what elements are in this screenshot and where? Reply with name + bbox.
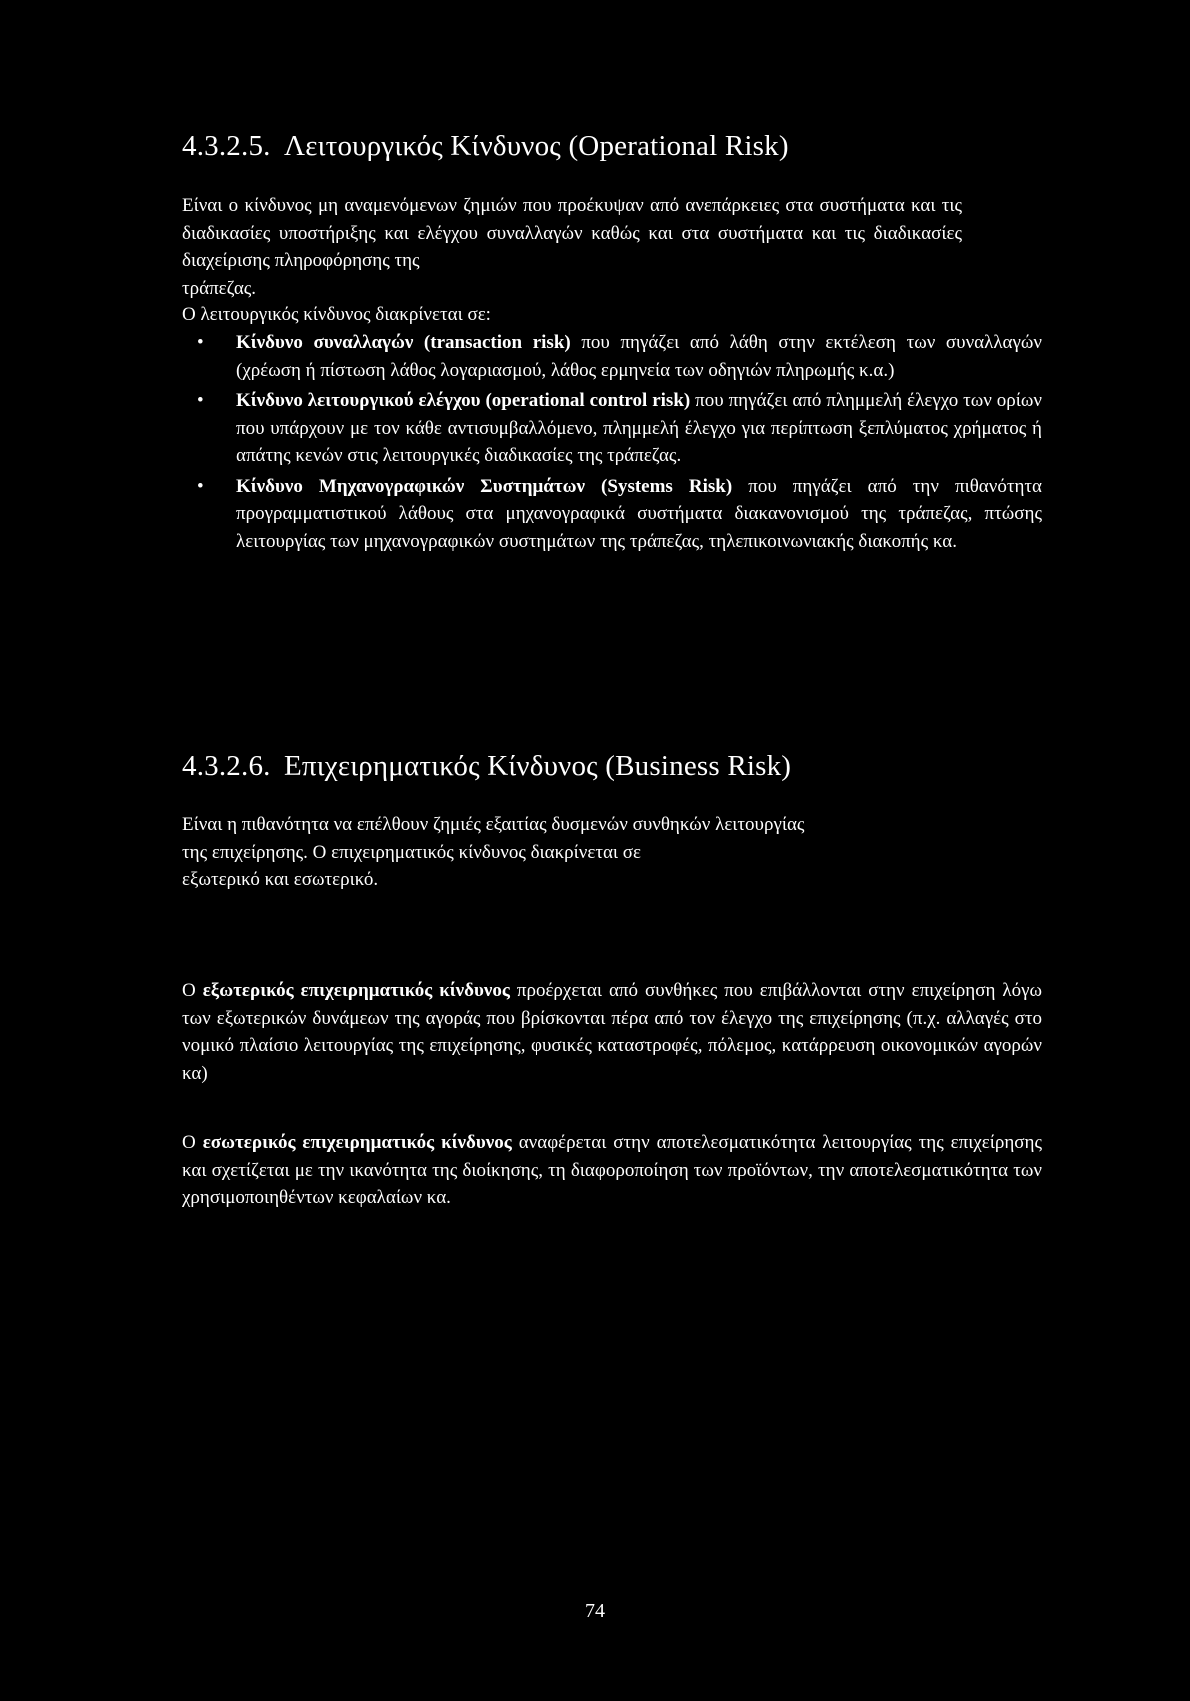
bullet-icon: •: [197, 332, 204, 353]
external-risk-term: εξωτερικός επιχειρηματικός κίνδυνος: [202, 980, 510, 1001]
list-item-transaction-risk: [182, 329, 1042, 384]
section-heading-operational-risk: [182, 128, 789, 164]
section-number: 4.3.2.6.: [182, 750, 271, 782]
definition-tail: τράπεζας.: [182, 277, 257, 299]
paragraph-prefix: Ο: [182, 980, 203, 1001]
section-heading-business-risk: [182, 748, 791, 784]
operational-risk-definition: [182, 192, 962, 302]
list-item-term: Κίνδυνο Μηχανογραφικών Συστημάτων (Systems Risk): [236, 475, 733, 497]
operational-risk-lead: Ο λειτουργικός κίνδυνος διακρίνεται σε:: [182, 304, 491, 325]
external-business-risk-paragraph: [182, 977, 1042, 1087]
definition-line: Είναι η πιθανότητα να επέλθουν ζημιές εξαιτίας δυσμενών συνθηκών λειτουργίας: [182, 814, 805, 835]
internal-business-risk-paragraph: [182, 1129, 1042, 1212]
definition-line: εξωτερικό και εσωτερικό.: [182, 869, 379, 890]
list-item-text: που πηγάζει από την πιθανότητα προγραμματιστικού λάθους στα μηχανογραφικά συστήματα διακανονισμού της τράπεζας, πτώσης λειτουργίας των μηχανογραφικών συστημάτων της τράπεζας, τηλεπικοινωνιακής διακοπής κα.: [236, 475, 1043, 552]
definition-line: της επιχείρησης. Ο επιχειρηματικός κίνδυνος διακρίνεται σε: [182, 841, 642, 863]
list-item-term: Κίνδυνο συναλλαγών (transaction risk): [236, 332, 571, 353]
list-item-systems-risk: [182, 473, 1042, 556]
list-item-text: που πηγάζει από πλημμελή έλεγχο των ορίων που υπάρχουν με τον κάθε αντισυμβαλλόμενο, πλημμελή έλεγχο για περίπτωση ξεπλύματος χρήματος ή απάτης κενών στις λειτουργικές διαδικασίες της τράπεζας.: [236, 390, 1043, 466]
internal-risk-term: εσωτερικός επιχειρηματικός κίνδυνος: [202, 1132, 512, 1153]
external-risk-text: προέρχεται από συνθήκες που επιβάλλονται στην επιχείρηση λόγω των εξωτερικών δυνάμεων της αγοράς που βρίσκονται πέρα από τον έλεγχο της επιχείρησης (π.χ. αλλαγές στο νομικό πλαίσιο λειτουργίας της επιχείρησης, φυσικές καταστροφές, πόλεμος, κατάρρευση οικονομικών αγορών κα): [182, 980, 1042, 1084]
business-risk-definition: [182, 811, 1052, 894]
list-item-term: Κίνδυνο λειτουργικού ελέγχου (operational control risk): [236, 390, 691, 411]
list-item-operational-control-risk: [182, 387, 1042, 470]
section-title: Επιχειρηματικός Κίνδυνος (Business Risk): [284, 750, 792, 782]
operational-risk-list: [182, 329, 1042, 558]
bullet-icon: •: [197, 475, 204, 497]
bullet-icon: •: [197, 390, 204, 411]
internal-risk-text: αναφέρεται στην αποτελεσματικότητα λειτουργίας της επιχείρησης και σχετίζεται με την ικανότητα της διοίκησης, τη διαφοροποίηση των προϊόντων, την αποτελεσματικότητα των χρησιμοποιηθέντων κεφαλαίων κα.: [182, 1132, 1043, 1208]
list-item-text: που πηγάζει από λάθη στην εκτέλεση των συναλλαγών (χρέωση ή πίστωση λάθος λογαριασμού, λάθος ερμηνεία των οδηγιών πληρωμής κ.α.): [236, 332, 1043, 381]
section-title: Λειτουργικός Κίνδυνος (Operational Risk): [284, 130, 789, 162]
section-number: 4.3.2.5.: [182, 130, 271, 162]
definition-text: Είναι ο κίνδυνος μη αναμενόμενων ζημιών που προέκυψαν από ανεπάρκειες στα συστήματα και τις διαδικασίες υποστήριξης και ελέγχου συναλλαγών καθώς και στα συστήματα και τις διαδικασίες διαχείρισης πληροφόρησης της: [182, 195, 962, 271]
page-number: 74: [585, 1600, 605, 1622]
paragraph-prefix: Ο: [182, 1132, 203, 1153]
